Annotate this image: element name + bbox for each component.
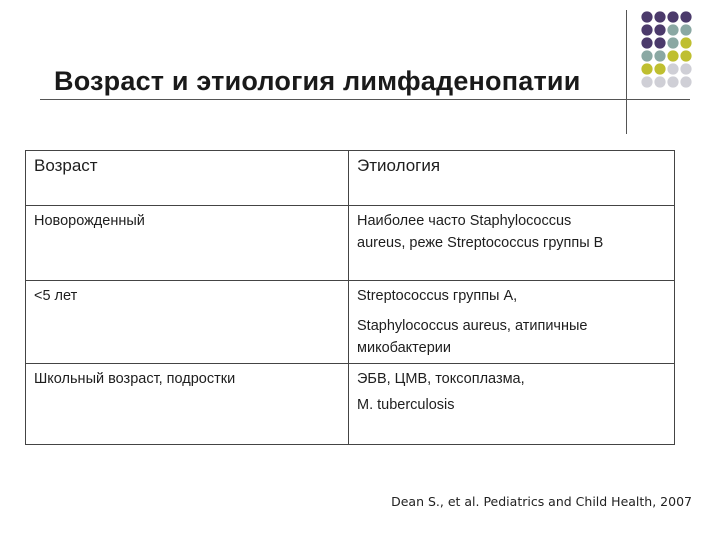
decorative-dot (667, 24, 678, 35)
decorative-dot (667, 63, 678, 74)
decorative-dot (641, 63, 652, 74)
decorative-dot (641, 11, 652, 22)
decorative-dot (680, 11, 691, 22)
decorative-dot (654, 63, 665, 74)
decorative-dot (680, 37, 691, 48)
decorative-horizontal-line (40, 99, 690, 100)
table-header-row (26, 151, 675, 206)
table-row (26, 281, 675, 364)
decorative-dot (654, 37, 665, 48)
decorative-dot (654, 76, 665, 87)
etiology-line: ЭБВ, ЦМВ, токсоплазма, (357, 371, 525, 387)
etiology-line: Наиболее часто Staphylococcus (357, 213, 572, 229)
cell-age: <5 лет (26, 281, 349, 364)
header-age: Возраст (26, 151, 349, 206)
cell-etiology (349, 206, 675, 281)
etiology-line: aureus, реже Streptococcus группы B (357, 235, 604, 251)
decorative-dot (654, 50, 665, 61)
cell-age: Новорожденный (26, 206, 349, 281)
decorative-dot (667, 37, 678, 48)
decorative-dot (680, 24, 691, 35)
decorative-dot (667, 11, 678, 22)
table-row (26, 364, 675, 445)
decorative-dot (641, 50, 652, 61)
etiology-line: M. tuberculosis (357, 397, 455, 413)
source-citation: Dean S., et al. Pediatrics and Child Health, 2007 (391, 494, 692, 509)
etiology-table (25, 150, 675, 445)
decorative-dot (680, 76, 691, 87)
table-row (26, 206, 675, 281)
decorative-dot (680, 50, 691, 61)
decorative-dot (641, 76, 652, 87)
decorative-dot (654, 24, 665, 35)
etiology-line: Staphylococcus aureus, атипичные (357, 318, 588, 334)
etiology-line: Streptococcus группы A, (357, 288, 518, 304)
decorative-dot (667, 50, 678, 61)
decorative-dot (654, 11, 665, 22)
decorative-dot (680, 63, 691, 74)
cell-etiology (349, 364, 675, 445)
cell-age: Школьный возраст, подростки (26, 364, 349, 445)
decorative-dot (667, 76, 678, 87)
decorative-dot (641, 37, 652, 48)
decorative-vertical-line (626, 10, 627, 134)
decorative-dot (641, 24, 652, 35)
cell-etiology (349, 281, 675, 364)
etiology-line: микобактерии (357, 340, 451, 356)
header-etiology: Этиология (349, 151, 675, 206)
slide-title: Возраст и этиология лимфаденопатии (54, 66, 581, 96)
